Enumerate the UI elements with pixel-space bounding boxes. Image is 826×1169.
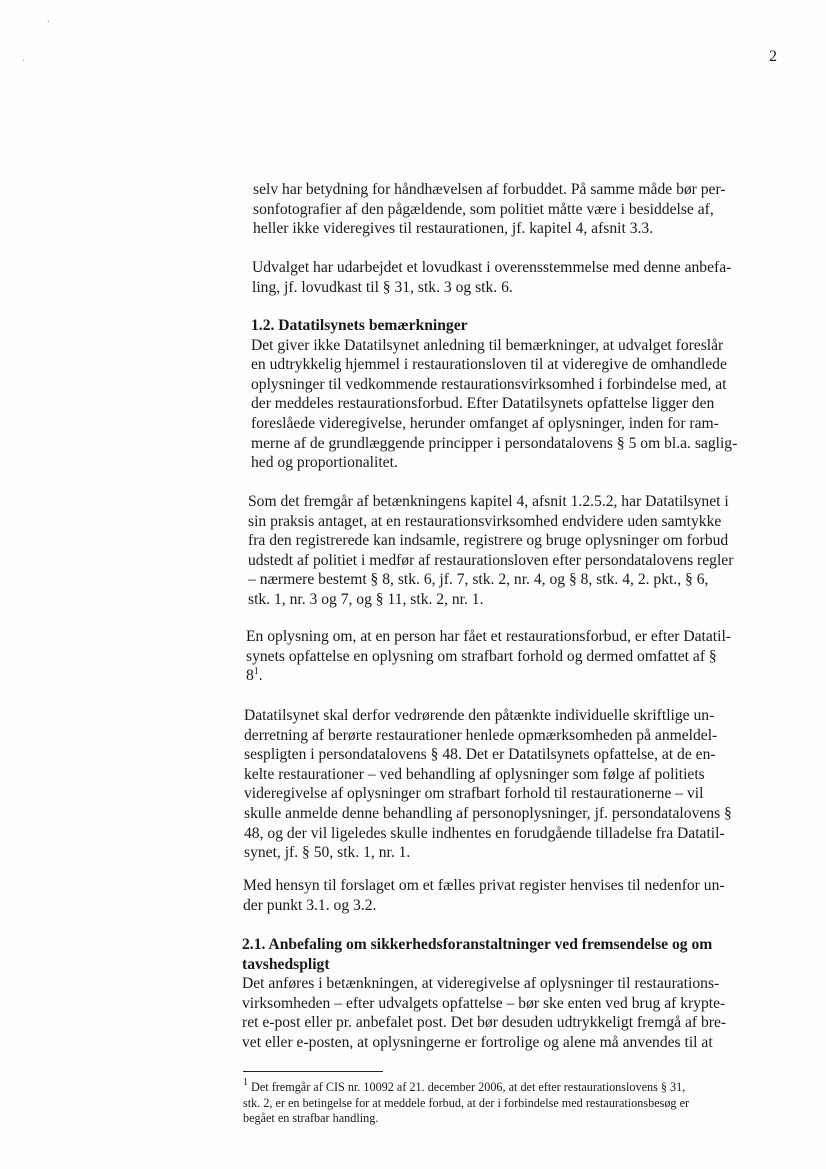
text-line: stk. 1, nr. 3 og 7, og § 11, stk. 2, nr. 1.: [248, 590, 484, 608]
udvalget-paragraph: [252, 258, 731, 297]
text-fragment: Det fremgår af CIS nr. 10092 af 21. december 2006, at det efter restaurationslovens § 31,: [248, 1080, 686, 1094]
footnote-line: begået en strafbar handling.: [243, 1111, 379, 1125]
text-line: derretning af berørte restaurationer henlede opmærksomheden på anmeldel-: [244, 726, 718, 744]
text-line: oplysninger til vedkommende restaurationsvirksomhed i forbindelse med, at: [251, 375, 727, 393]
text-line: Det giver ikke Datatilsynet anledning til bemærkninger, at udvalget foreslår: [251, 336, 724, 354]
text-line: der punkt 3.1. og 3.2.: [243, 896, 377, 914]
text-line: – nærmere bestemt § 8, stk. 6, jf. 7, stk. 2, nr. 4, og § 8, stk. 4, 2. pkt., § 6,: [248, 571, 709, 589]
section-2-1: [242, 935, 726, 1053]
text-line: sonfotografier af den pågældende, som politiet måtte være i besiddelse af,: [253, 200, 714, 218]
text-line: Det anføres i betænkningen, at videregivelse af oplysninger til restaurations-: [242, 975, 720, 993]
text-line: Med hensyn til forslaget om et fælles privat register henvises til nedenfor un-: [243, 877, 725, 894]
text-line: sin praksis antaget, at en restaurationsvirksomhed endvidere uden samtykke: [248, 512, 722, 530]
text-line: virksomheden – efter udvalgets opfattelse – bør ske enten ved brug af krypte-: [242, 994, 726, 1012]
text-line: hed og proportionalitet.: [251, 454, 398, 472]
margin-mark: ·: [22, 56, 26, 67]
text-line: skulle anmelde denne behandling af personoplysninger, jf. persondatalovens §: [244, 804, 732, 822]
text-line: selv har betydning for håndhævelsen af forbuddet. På samme måde bør per-: [253, 181, 726, 198]
footnote-number: 1: [243, 1077, 248, 1088]
section-1-2-paragraph-3: [246, 627, 731, 686]
footnote-reference: 1: [253, 666, 259, 678]
text-line: foreslåede videregivelse, herunder omfanget af oplysninger, inden for ram-: [251, 414, 719, 432]
page-number: 2: [769, 48, 777, 65]
text-line: [246, 666, 731, 686]
text-line: udstedt af politiet i medfør af restaurationsloven efter persondatalovens regler: [248, 551, 734, 569]
text-fragment: 8: [246, 667, 254, 685]
text-line: heller ikke videregives til restaurationen, jf. kapitel 4, afsnit 3.3.: [253, 220, 654, 238]
text-line: En oplysning om, at en person har fået et restaurationsforbud, er efter Datatil-: [246, 628, 731, 645]
section-1-2-paragraph-5: [243, 876, 725, 915]
section-1-2-paragraph-2: [248, 492, 733, 610]
text-line: Udvalget har udarbejdet et lovudkast i overensstemmelse med denne anbefa-: [252, 259, 732, 276]
intro-paragraph: [253, 180, 726, 239]
text-line: der meddeles restaurationsforbud. Efter Datatilsynets opfattelse ligger den: [251, 395, 715, 413]
heading-line: 2.1. Anbefaling om sikkerhedsforanstaltninger ved fremsendelse og om: [242, 936, 713, 953]
text-line: videregivelse af oplysninger om strafbart forhold til restaurationerne – vil: [244, 785, 704, 803]
text-line: ling, jf. lovudkast til § 31, stk. 3 og stk. 6.: [252, 278, 513, 296]
section-heading: 1.2. Datatilsynets bemærkninger: [251, 317, 468, 334]
text-fragment: .: [258, 667, 263, 685]
text-line: Som det fremgår af betænkningens kapitel 4, afsnit 1.2.5.2, har Datatilsynet i: [248, 493, 729, 510]
heading-line: tavshedspligt: [242, 955, 330, 973]
section-1-2: [251, 316, 737, 473]
footnote-line: stk. 2, er en betingelse for at meddele forbud, at der i forbindelse med restaurationsbesøg er: [243, 1095, 690, 1110]
text-line: kelte restaurationer – ved behandling af oplysninger som følge af politiets: [244, 765, 705, 783]
text-line: en udtrykkelig hjemmel i restaurationsloven til at videregive de omhandlede: [251, 356, 727, 374]
footnote-divider: [243, 1071, 383, 1072]
text-line: sespligten i persondatalovens § 48. Det er Datatilsynets opfattelse, at de en-: [244, 746, 716, 764]
text-line: 48, og der vil ligeledes skulle indhentes en forudgående tilladelse fra Datatil-: [244, 824, 725, 842]
footnote: [243, 1077, 690, 1127]
margin-mark: .: [47, 14, 50, 25]
text-line: merne af de grundlæggende principper i persondatalovens § 5 om bl.a. saglig-: [251, 434, 738, 452]
footnote-line: [243, 1077, 689, 1096]
text-line: Datatilsynet skal derfor vedrørende den påtænkte individuelle skriftlige un-: [244, 707, 715, 724]
text-line: synet, jf. § 50, stk. 1, nr. 1.: [244, 844, 411, 862]
text-line: vet eller e-posten, at oplysningerne er fortrolige og alene må anvendes til at: [242, 1033, 713, 1051]
text-line: ret e-post eller pr. anbefalet post. Det bør desuden udtrykkeligt fremgå af bre-: [242, 1014, 727, 1032]
section-heading: [242, 935, 726, 974]
section-1-2-paragraph-4: [244, 706, 732, 863]
text-line: synets opfattelse en oplysning om strafbart forhold og dermed omfattet af §: [246, 647, 717, 665]
text-line: fra den registrerede kan indsamle, registrere og bruge oplysninger om forbud: [248, 532, 729, 550]
